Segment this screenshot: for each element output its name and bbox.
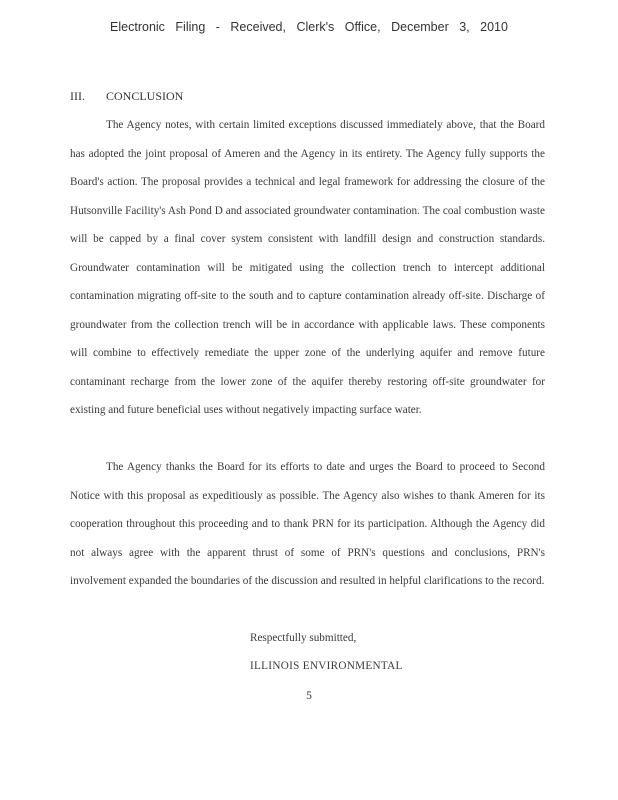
section-number: III. <box>70 89 85 103</box>
filing-stamp: Electronic Filing - Received, Clerk's Office, December 3, 2010 <box>110 20 508 34</box>
signature-organization: ILLINOIS ENVIRONMENTAL <box>250 660 403 672</box>
body-paragraph: The Agency thanks the Board for its efforts to date and urges the Board to proceed to Second Notice with this proposal as expeditiously as possible. The Agency also wishes to thank Ameren for its cooperation throughout this proceeding and to thank PRN for its participation. Although the Agency did not always agree with the apparent thrust of some of PRN's questions and conclusions, PRN's involvement expanded the boundaries of the discussion and resulted in helpful clarifications to the record. <box>70 461 545 587</box>
section-heading <box>70 89 183 104</box>
body-paragraph: The Agency notes, with certain limited exceptions discussed immediately above, that the Board has adopted the joint proposal of Ameren and the Agency in its entirety. The Agency fully supports the Board's action. The proposal provides a technical and legal framework for addressing the closure of the Hutsonville Facility's Ash Pond D and associated groundwater contamination. The coal combustion waste will be capped by a final cover system consistent with landfill design and construction standards. Groundwater contamination will be mitigated using the collection trench to intercept additional contamination migrating off-site to the south and to capture contamination already off-site. Discharge of groundwater from the collection trench will be in accordance with applicable laws. These components will combine to effectively remediate the upper zone of the underlying aquifer and remove future contaminant recharge from the lower zone of the aquifer thereby restoring off-site groundwater for existing and future beneficial uses without negatively impacting surface water. <box>70 119 545 416</box>
signature-closing: Respectfully submitted, <box>250 632 357 644</box>
section-title: CONCLUSION <box>106 89 184 103</box>
page-number: 5 <box>306 690 312 702</box>
